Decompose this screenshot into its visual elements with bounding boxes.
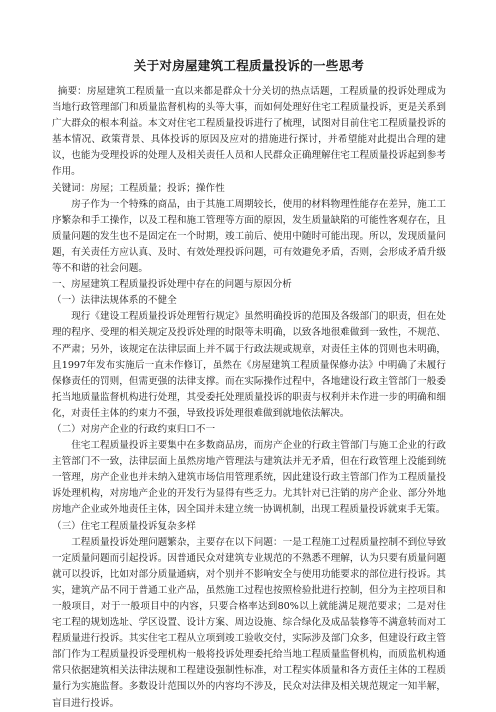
subsection-paragraph-2: 住宅工程质量投诉主要集中在多数商品房，而房产企业的行政主管部门与施工企业的行政主管部门不一致，法律层面上虽然房地产管理法与建筑法并无矛盾，但在行政管理上没能到统一管理，房产企业也并未纳入建筑市场信用管理系统，因此建设行政主管部门作为工程质量投诉处理机构，对房地产企业的开发行为显得有些乏力。尤其针对已注销的房产企业、部分外地房地产企业或外地责任主体，因全国并未建立统一协调机制，出现工程质量投诉就束手无策。 bbox=[52, 440, 446, 516]
section-heading-1: 一、房屋建筑工程质量投诉处理中存在的问题与原因分析 bbox=[52, 279, 292, 291]
intro-paragraph: 房子作为一个特殊的商品，由于其施工周期较长，使用的材料物理性能存在差异，施工工序繁杂和手工操作，以及工程和施工管理等方面的原因，发生质量缺陷的可能性客观存在，且质量问题的发生也不是固定在一个时期，竣工前后、使用中随时可能出现。所以，发现质量问题，有关责任方应认真、及时、有效处理投诉问题，可有效避免矛盾，否则，会形成矛盾升级等不和谐的社会问题。 bbox=[52, 198, 446, 275]
abstract-paragraph: 摘要：房屋建筑工程质量一直以来都是群众十分关切的热点话题，工程质量的投诉处理成为当地行政管理部门和质量监督机构的头等大事，而如何处理好住宅工程质量投诉，更是关系到广大群众的根本利益。本文对住宅工程质量投诉进行了梳理，试图对目前住宅工程质量投诉的基本情况、政策背景、具体投诉的原因及应对的措施进行探讨，并希望能对此提出合理的建议，也能为受理投诉的处理人及相关责任人员和人民群众正确理解住宅工程质量投诉起到参考作用。 bbox=[52, 86, 446, 178]
subsection-heading-2: （二）对房产企业的行政约束归口不一 bbox=[52, 423, 216, 435]
page-title: 关于对房屋建筑工程质量投诉的一些思考 bbox=[133, 58, 365, 73]
subsection-heading-3: （三）住宅工程质量投诉复杂多样 bbox=[52, 520, 196, 532]
subsection-heading-1: （一）法律法规体系的不健全 bbox=[52, 295, 177, 307]
keywords-line: 关键词：房屋；工程质量；投诉；操作性 bbox=[52, 182, 225, 194]
subsection-paragraph-1: 现行《建设工程质量投诉处理暂行规定》虽然明确投诉的范围及各级部门的职责，但在处理的程序、受理的相关规定及投诉处理的时限等未明确，以致各地很难做到一致性，不规范、不严肃；另外，该规定在法律层面上并不属于行政法规或规章，对责任主体的罚则也未明确，且1997年发布实施后一直未作修订，虽然在《房屋建筑工程质量保修办法》中明确了未履行保修责任的罚则，但需更强的法律支撑。而在实际操作过程中，各地建设行政主管部门一般委托当地质量监督机构进行处理，其受委托处理质量投诉的职责与权利并未作进一步的明确和细化，对责任主体的约束力不强，导致投诉处理很难做到就地依法解决。 bbox=[52, 311, 446, 419]
subsection-paragraph-3: 工程质量投诉处理问题繁杂，主要存在以下问题：一是工程施工过程质量控制不到位导致一定质量问题而引起投诉。因普通民众对建筑专业规范的不熟悉不理解，认为只要有质量问题就可以投诉，比如对部分质量通病，对个别并不影响安全与使用功能要求的部位进行投诉。其实，建筑产品不同于普通工业产品，虽然施工过程也按照检验批进行控制，但分为主控项目和一般项目，对于一般项目中的内容，只要合格率达到80%以上就能满足规范要求；二是对住宅工程的规划选址、学区设置、设计方案、周边设施、综合绿化及成品装修等不满意转而对工程质量进行投诉。其实住宅工程从立项到竣工验收交付，实际涉及部门众多，但建设行政主管部门作为工程质量投诉受理机构一般将投诉处理委托给当地工程质量监督机构，而质监机构通常只依据建筑相关法律法规和工程建设强制性标准，对工程实体质量和各方责任主体的工程质量行为实施监督。多数设计范围以外的内容均不涉及，民众对法律及相关规范规定一知半解，盲目进行投诉。 bbox=[52, 536, 446, 709]
